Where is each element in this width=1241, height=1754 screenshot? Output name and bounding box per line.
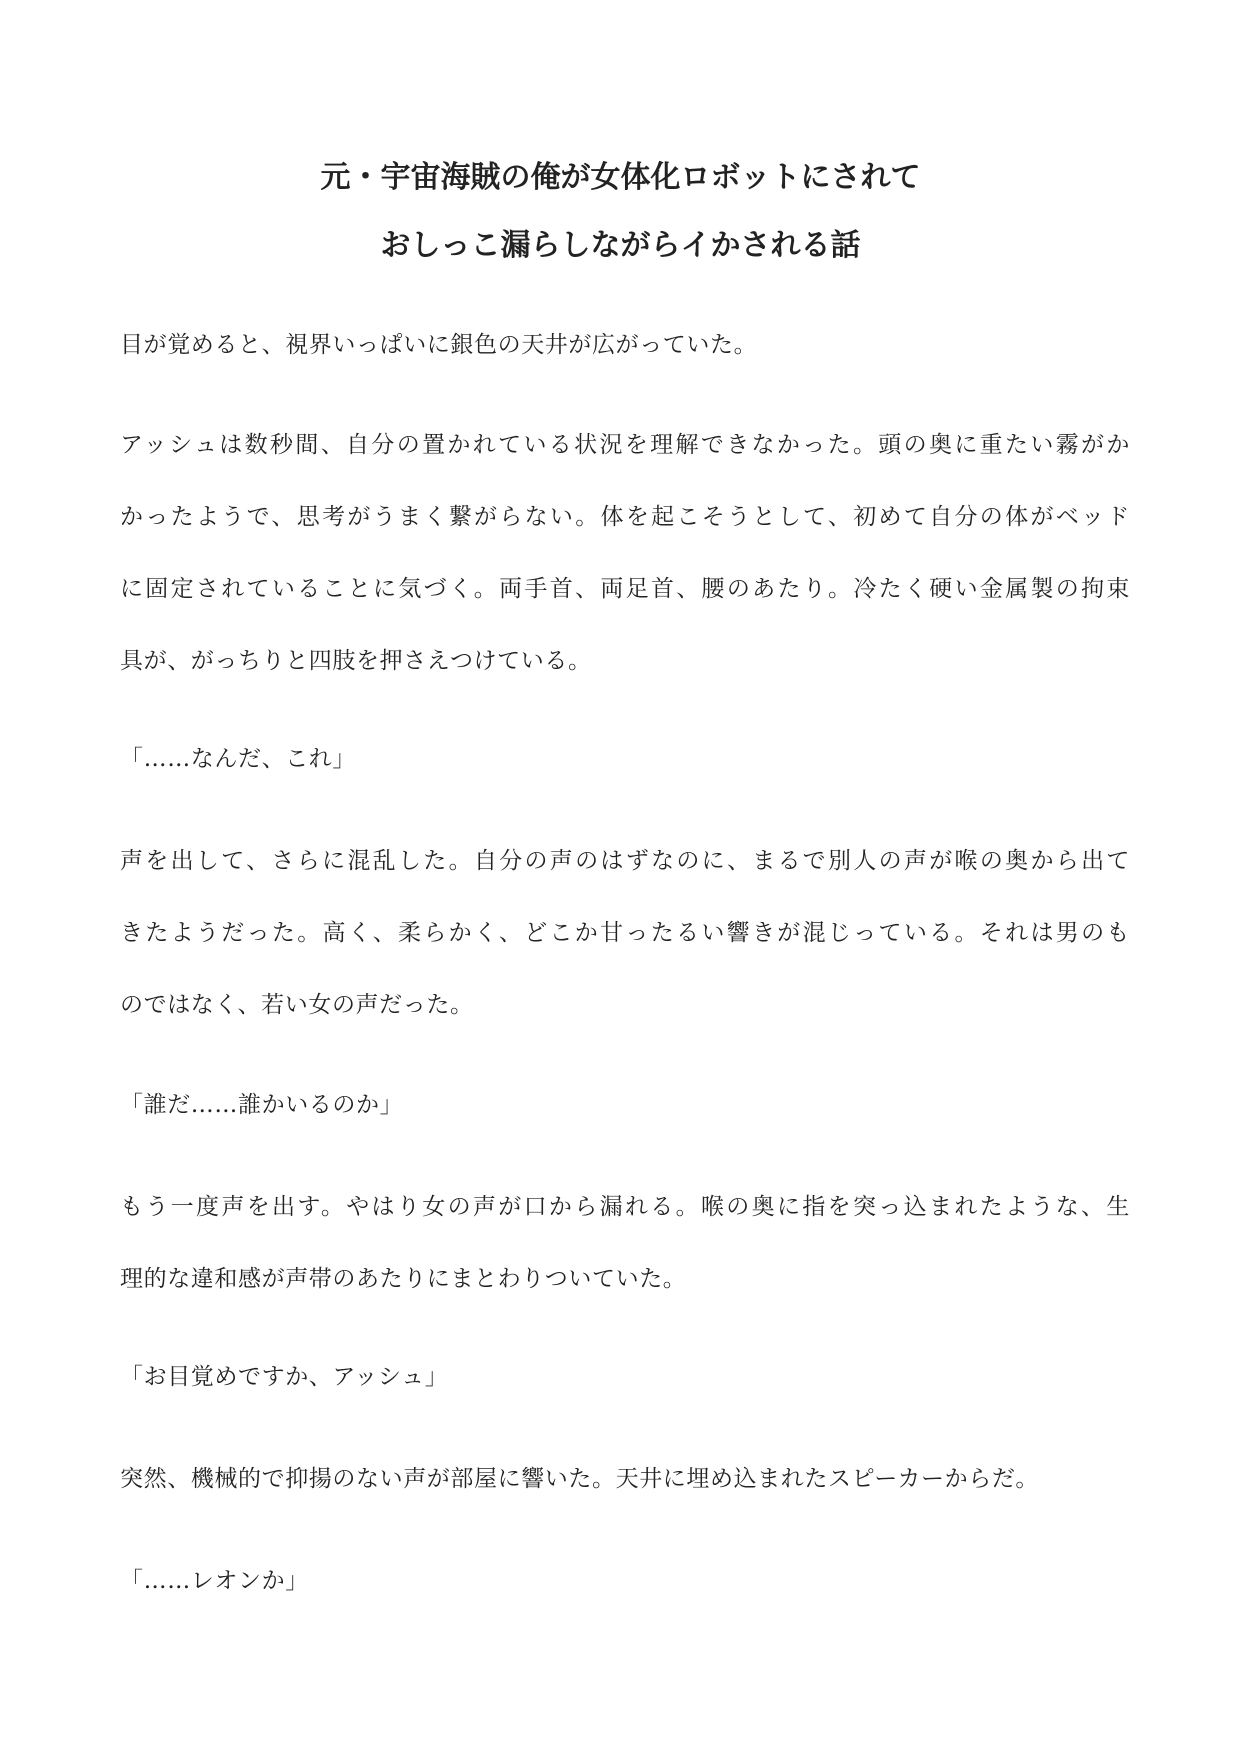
text-line: もう一度声を出す。やはり女の声が口から漏れる。喉の奥に指を突っ込まれたような、生: [120, 1194, 1130, 1220]
title-line-2: おしっこ漏らしながらイかされる話: [380, 228, 861, 263]
text-line: 目が覚めると、視界いっぱいに銀色の天井が広がっていた。: [120, 332, 758, 358]
dialogue-line: 「誰だ……誰かいるのか」: [120, 1092, 404, 1118]
title-line-1: 元・宇宙海賊の俺が女体化ロボットにされて: [320, 160, 921, 195]
text-line: 理的な違和感が声帯のあたりにまとわりついていた。: [120, 1266, 687, 1292]
dialogue-line: 「……レオンか」: [120, 1568, 309, 1594]
text-line: 声を出して、さらに混乱した。自分の声のはずなのに、まるで別人の声が喉の奥から出て: [120, 848, 1130, 874]
text-line: 突然、機械的で抑揚のない声が部屋に響いた。天井に埋め込まれたスピーカーからだ。: [120, 1466, 1040, 1492]
text-line: きたようだった。高く、柔らかく、どこか甘ったるい響きが混じっている。それは男のも: [120, 920, 1130, 946]
dialogue-line: 「お目覚めですか、アッシュ」: [120, 1364, 449, 1390]
text-line: 具が、がっちりと四肢を押さえつけている。: [120, 648, 592, 674]
text-line: アッシュは数秒間、自分の置かれている状況を理解できなかった。頭の奥に重たい霧がか: [120, 432, 1130, 458]
dialogue-line: 「……なんだ、これ」: [120, 746, 356, 772]
text-line: に固定されていることに気づく。両手首、両足首、腰のあたり。冷たく硬い金属製の拘束: [120, 576, 1130, 602]
text-line: のではなく、若い女の声だった。: [120, 992, 474, 1018]
text-line: かったようで、思考がうまく繋がらない。体を起こそうとして、初めて自分の体がベッド: [120, 504, 1130, 530]
